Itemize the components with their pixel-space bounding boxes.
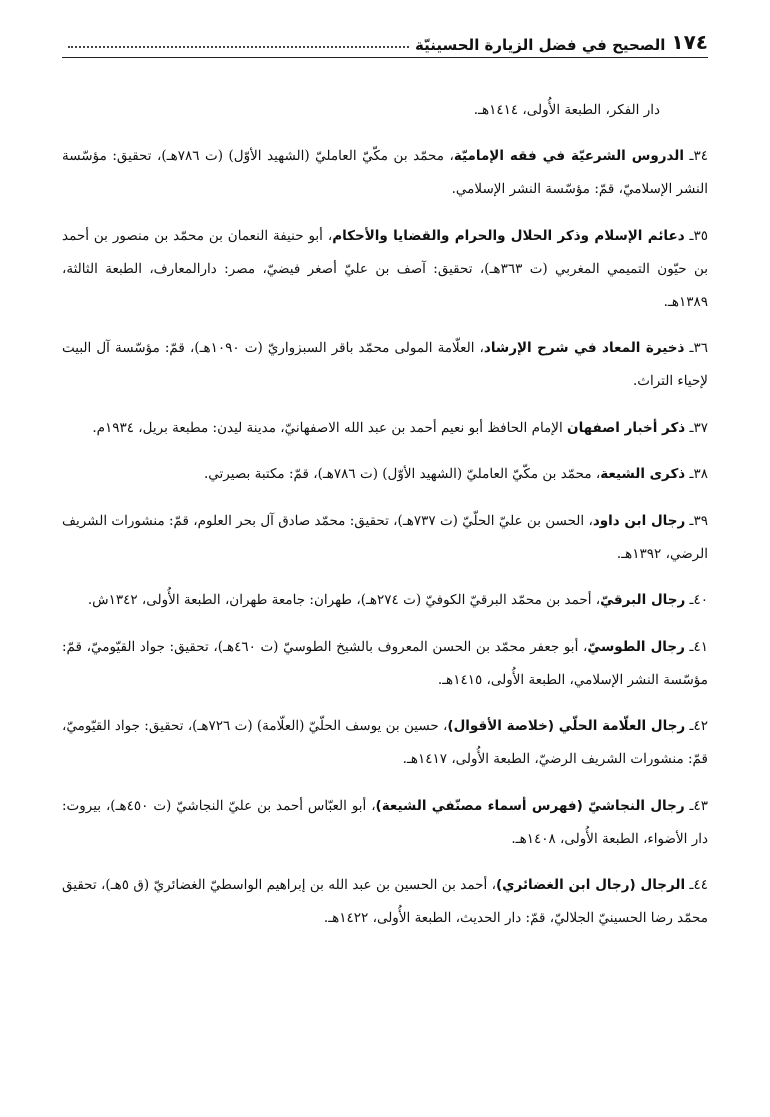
entry-number: ٤٢ـ: [685, 718, 708, 734]
entry-title: رجال العلّامة الحلّي (خلاصة الأقوال): [447, 718, 686, 734]
bibliography-entry-39: [62, 505, 708, 571]
bibliography-entry-40: [62, 584, 708, 617]
entry-title: الدروس الشرعيّة في فقه الإماميّة: [453, 148, 684, 164]
entry-title: رجال ابن داود: [592, 512, 686, 529]
bibliography-entry-42: [62, 710, 708, 776]
entry-details: ، أبو حنيفة النعمان بن محمّد بن منصور بن أحمد بن حيّون التميمي المغربي (ت ٣٦٣هـ)، تحقيق: آصف بن عليّ أصغر فيضيّ، مصر: دارالمعارف، الطبعة الثالثة، ١٣٨٩هـ.: [62, 227, 708, 310]
entry-title: رجال النجاشيّ (فهرس أسماء مصنّفي الشيعة): [375, 797, 685, 814]
page-header: [62, 30, 708, 58]
entry-title: دعائم الإسلام وذكر الحلال والحرام والقضايا والأحكام: [332, 227, 685, 244]
bibliography-entry-34: [62, 140, 708, 206]
entry-title: رجال البرقيّ: [600, 592, 686, 608]
page-number: ١٧٤: [671, 30, 708, 54]
header-dotted-leader: [68, 45, 409, 48]
entry-details: ، الحسن بن عليّ الحلّيّ (ت ٧٣٧هـ)، تحقيق: محمّد صادق آل بحر العلوم، قمّ: منشورات الشريف الرضي، ١٣٩٢هـ.: [62, 512, 708, 562]
entry-number: ٤٣ـ: [684, 797, 708, 814]
entry-details: ، أبو العبّاس أحمد بن عليّ النجاشيّ (ت ٤٥٠هـ)، بيروت: دار الأضواء، الطبعة الأُولى، ١٤٠٨هـ.: [62, 797, 708, 847]
entry-number: ٣٦ـ: [684, 340, 708, 356]
entry-details: ، حسين بن يوسف الحلّيّ (العلّامة) (ت ٧٢٦هـ)، تحقيق: جواد القيّوميّ، قمّ: منشورات الشريف الرضيّ، الطبعة الأُولى، ١٤١٧هـ.: [62, 718, 708, 767]
bibliography-entry-36: [62, 332, 708, 398]
running-title: الصحيح في فضل الزيارة الحسينيّة: [415, 36, 666, 54]
entry-title: الرجال (رجال ابن الغضائري): [496, 877, 686, 893]
entry-title: رجال الطوسيّ: [587, 638, 685, 655]
entry-number: ٣٤ـ: [683, 148, 708, 164]
bibliography-entry-43: [62, 790, 708, 856]
bibliography-entry-35: [62, 220, 708, 319]
entry-title: ذكرى الشيعة: [600, 466, 686, 482]
entry-number: ٤٠ـ: [685, 592, 708, 608]
entry-number: ٣٩ـ: [685, 512, 709, 529]
entry-details: ، أحمد بن محمّد البرقيّ الكوفيّ (ت ٢٧٤هـ)، طهران: جامعة طهران، الطبعة الأُولى، ١٣٤٢ش.: [87, 592, 601, 608]
entry-number: ٤٤ـ: [685, 877, 708, 893]
entry-details: الإمام الحافظ أبو نعيم أحمد بن عبد الله الاصفهانيّ، مدينة ليدن: مطبعة بريل، ١٩٣٤م.: [92, 419, 568, 436]
bibliography-entry-38: [62, 458, 708, 491]
bibliography-entry-37: [62, 412, 708, 445]
entry-details: ، أبو جعفر محمّد بن الحسن المعروف بالشيخ الطوسيّ (ت ٤٦٠هـ)، تحقيق: جواد القيّوميّ، قمّ: مؤسّسة النشر الإسلامي، الطبعة الأُولى، ١٤١٥هـ.: [62, 638, 708, 688]
bibliography-entry-41: [62, 631, 708, 697]
entry-number: ٣٥ـ: [684, 227, 708, 244]
entry-details: ، محمّد بن مكّيّ العامليّ (الشهيد الأوّل) (ت ٧٨٦هـ)، تحقيق: مؤسّسة النشر الإسلاميّ، قمّ: مؤسّسة النشر الإسلامي.: [62, 148, 708, 197]
bibliography-list: [62, 80, 708, 943]
entry-number: ٤١ـ: [684, 638, 708, 655]
entry-details: ، أحمد بن الحسين بن عبد الله بن إبراهيم الواسطيّ الغضائريّ (ق ٥هـ)، تحقيق محمّد رضا الحسينيّ الجلاليّ، قمّ: دار الحديث، الطبعة الأُولى، ١٤٢٢هـ.: [62, 877, 708, 926]
entry-number: ٣٨ـ: [685, 466, 708, 482]
entry-details: ، محمّد بن مكّيّ العامليّ (الشهيد الأوّل) (ت ٧٨٦هـ)، قمّ: مكتبة بصيرتي.: [204, 466, 601, 482]
entry-title: ذخيرة المعاد في شرح الإرشاد: [483, 340, 685, 356]
entry-number: ٣٧ـ: [685, 419, 708, 436]
entry-details: ، العلّامة المولى محمّد باقر السبزواريّ (ت ١٠٩٠هـ)، قمّ: مؤسّسة آل البيت لإحياء التراث.: [62, 340, 708, 389]
bibliography-entry-44: [62, 869, 708, 935]
bibliography-entry-continuation: دار الفكر، الطبعة الأُولى، ١٤١٤هـ.: [473, 101, 660, 118]
entry-title: ذكر أخبار اصفهان: [567, 419, 686, 436]
